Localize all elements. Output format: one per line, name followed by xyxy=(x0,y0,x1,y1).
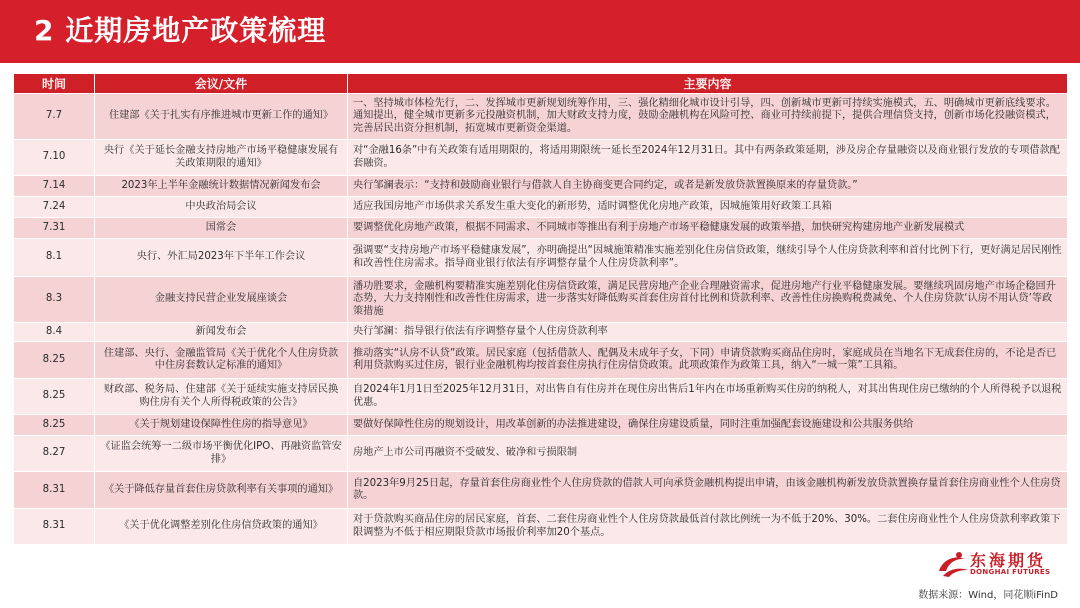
cell-time: 7.14 xyxy=(14,176,95,197)
table-row xyxy=(14,472,1068,509)
wave-emblem-icon xyxy=(935,549,971,583)
table-row xyxy=(14,94,1068,140)
cell-time: 8.25 xyxy=(14,415,95,436)
cell-meeting: 住建部《关于扎实有序推进城市更新工作的通知》 xyxy=(95,94,348,140)
cell-content: 对于贷款购买商品住房的居民家庭，首套、二套住房商业性个人住房贷款最低首付款比例统一为不低于20%、30%。二套住房商业性个人住房贷款利率政策下限调整为不低于相应期限贷款市场报价利率加20个基点。 xyxy=(348,509,1068,545)
cell-meeting: 央行《关于延长金融支持房地产市场平稳健康发展有关政策期限的通知》 xyxy=(95,140,348,176)
table-row xyxy=(14,436,1068,472)
header-time: 时间 xyxy=(14,74,95,94)
table-row xyxy=(14,342,1068,379)
cell-meeting: 《关于优化调整差别化住房信贷政策的通知》 xyxy=(95,509,348,545)
cell-content: 自2023年9月25日起，存量首套住房商业性个人住房贷款的借款人可向承贷金融机构提出申请，由该金融机构新发放贷款置换存量首套住房商业性个人住房贷款。 xyxy=(348,472,1068,509)
table-row xyxy=(14,218,1068,239)
cell-time: 8.27 xyxy=(14,436,95,472)
page-title: 2 近期房地产政策梳理 xyxy=(34,14,327,47)
cell-content: 对“金融16条”中有关政策有适用期限的，将适用期限统一延长至2024年12月31日。其中有两条政策延期，涉及房企存量融资以及商业银行发放的专项借款配套融资。 xyxy=(348,140,1068,176)
cell-content: 要调整优化房地产政策，根据不同需求、不同城市等推出有利于房地产市场平稳健康发展的政策举措，加快研究构建房地产业新发展模式 xyxy=(348,218,1068,239)
table-row xyxy=(14,415,1068,436)
cell-meeting: 住建部、央行、金融监管局《关于优化个人住房贷款中住房套数认定标准的通知》 xyxy=(95,342,348,379)
table-row xyxy=(14,277,1068,323)
cell-content: 潘功胜要求，金融机构要精准实施差别化住房信贷政策，满足民营房地产企业合理融资需求，促进房地产行业平稳健康发展。要继续巩固房地产市场企稳回升态势，大力支持刚性和改善性住房需求，进一步落实好降低购买首套住房首付比例和贷款利率、改善性住房换购税费减免、个人住房贷款‘认房不用认贷’等政策措施 xyxy=(348,277,1068,323)
header-content: 主要内容 xyxy=(348,74,1068,94)
table-row xyxy=(14,197,1068,218)
title-banner xyxy=(0,0,1080,63)
cell-content: 自2024年1月1日至2025年12月31日，对出售自有住房并在现住房出售后1年内在市场重新购买住房的纳税人，对其出售现住房已缴纳的个人所得税予以退税优惠。 xyxy=(348,379,1068,415)
cell-time: 8.3 xyxy=(14,277,95,323)
logo-name: 东海期货 xyxy=(970,551,1047,570)
cell-meeting: 财政部、税务局、住建部《关于延续实施支持居民换购住房有关个人所得税政策的公告》 xyxy=(95,379,348,415)
cell-time: 7.7 xyxy=(14,94,95,140)
table-row xyxy=(14,176,1068,197)
logo-subtitle: DONGHAI FUTURES xyxy=(970,568,1051,576)
cell-time: 7.31 xyxy=(14,218,95,239)
cell-meeting: 央行、外汇局2023年下半年工作会议 xyxy=(95,239,348,277)
cell-content: 央行邹澜表示：“支持和鼓励商业银行与借款人自主协商变更合同约定，或者是新发放贷款置换原来的存量贷款。” xyxy=(348,176,1068,197)
cell-content: 强调要“支持房地产市场平稳健康发展”，亦明确提出“因城施策精准实施差别化住房信贷政策，继续引导个人住房贷款利率和首付比例下行，更好满足居民刚性和改善性住房需求。指导商业银行依法有序调整存量个人住房贷款利率”。 xyxy=(348,239,1068,277)
cell-time: 8.25 xyxy=(14,342,95,379)
data-source-note: 数据来源：Wind，同花顺iFinD xyxy=(918,590,1058,601)
table-row xyxy=(14,140,1068,176)
cell-time: 7.10 xyxy=(14,140,95,176)
table-row xyxy=(14,323,1068,342)
table-row xyxy=(14,239,1068,277)
header-meeting: 会议/文件 xyxy=(95,74,348,94)
table-row xyxy=(14,379,1068,415)
cell-meeting: 《关于规划建设保障性住房的指导意见》 xyxy=(95,415,348,436)
cell-time: 8.31 xyxy=(14,509,95,545)
cell-time: 7.24 xyxy=(14,197,95,218)
table-header-row xyxy=(14,74,1068,94)
cell-meeting: 《关于降低存量首套住房贷款利率有关事项的通知》 xyxy=(95,472,348,509)
cell-time: 8.1 xyxy=(14,239,95,277)
cell-meeting: 中央政治局会议 xyxy=(95,197,348,218)
cell-content: 推动落实“认房不认贷”政策。居民家庭（包括借款人、配偶及未成年子女，下同）申请贷款购买商品住房时，家庭成员在当地名下无成套住房的，不论是否已利用贷款购买过住房，银行业金融机构均按首套住房执行住房信贷政策。此项政策作为政策工具，纳入“一城一策”工具箱。 xyxy=(348,342,1068,379)
cell-content: 一、坚持城市体检先行，二、发挥城市更新规划统筹作用，三、强化精细化城市设计引导，四、创新城市更新可持续实施模式，五、明确城市更新底线要求。通知提出，健全城市更新多元投融资机制，加大财政支持力度，鼓励金融机构在风险可控、商业可持续前提下，提供合理信贷支持，创新市场化投融资模式，完善居民出资分担机制，拓宽城市更新资金渠道。 xyxy=(348,94,1068,140)
cell-meeting: 《证监会统筹一二级市场平衡优化IPO、再融资监管安排》 xyxy=(95,436,348,472)
cell-time: 8.31 xyxy=(14,472,95,509)
table-row xyxy=(14,509,1068,545)
cell-meeting: 国常会 xyxy=(95,218,348,239)
cell-time: 8.4 xyxy=(14,323,95,342)
policy-table xyxy=(13,73,1068,545)
cell-content: 要做好保障性住房的规划设计，用改革创新的办法推进建设，确保住房建设质量，同时注重加强配套设施建设和公共服务供给 xyxy=(348,415,1068,436)
cell-meeting: 金融支持民营企业发展座谈会 xyxy=(95,277,348,323)
cell-content: 央行邹澜：指导银行依法有序调整存量个人住房贷款利率 xyxy=(348,323,1068,342)
cell-content: 适应我国房地产市场供求关系发生重大变化的新形势，适时调整优化房地产政策，因城施策用好政策工具箱 xyxy=(348,197,1068,218)
cell-content: 房地产上市公司再融资不受破发、破净和亏损限制 xyxy=(348,436,1068,472)
cell-meeting: 新闻发布会 xyxy=(95,323,348,342)
cell-time: 8.25 xyxy=(14,379,95,415)
cell-meeting: 2023年上半年金融统计数据情况新闻发布会 xyxy=(95,176,348,197)
